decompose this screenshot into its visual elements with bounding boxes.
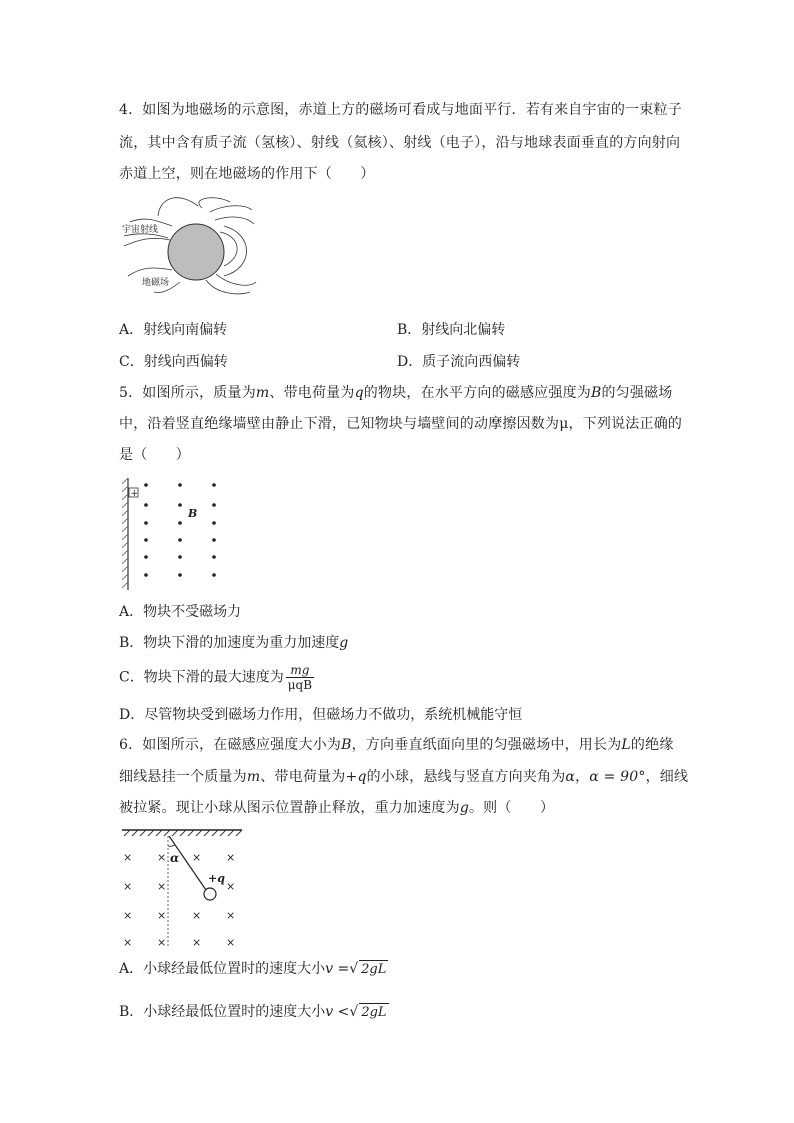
fraction-numerator: mg [286,663,314,678]
q4-option-d: D．质子流向西偏转 [397,354,521,370]
q5-option-d: D．尽管物块受到磁场力作用，但磁场力不做功，系统机械能守恒 [119,707,523,723]
q6-text: ，细线 [645,769,689,785]
svg-text:×: × [226,909,236,922]
q5-line-1 [119,384,672,402]
fig-label-geomagnetic-field: 地磁场 [142,278,170,288]
q4-option-a: A．射线向南偏转 [119,322,228,338]
q4-option-c: C．射线向西偏转 [119,354,228,370]
q6-text: ，方向垂直纸面向里的匀强磁场中，用长为 [351,737,622,753]
pendulum-magnetic-figure [120,826,245,952]
svg-text:×: × [123,851,133,864]
q6-text: 的绝缘 [630,737,674,753]
svg-text:×: × [123,936,133,949]
q6-option-b: B．小球经最低位置时的速度大小v <√ 2gL [119,1004,387,1020]
q6-option-b-relation: v < [325,1004,350,1020]
q6-option-b-text: B．小球经最低位置时的速度大小 [119,1004,326,1020]
q6-option-a-relation: v = [325,961,350,977]
q6-var-q: q [357,769,367,785]
q6-text: 。则（ ） [468,800,555,816]
q6-text: 细线悬挂一个质量为 [119,769,247,785]
q5-option-b-text: B．物块下滑的加速度为重力加速度 [119,635,340,651]
q5-option-c-text: C．物块下滑的最大速度为 [119,669,284,686]
q6-var-alpha: α [565,769,576,785]
q6-text: 被拉紧。现让小球从图示位置静止释放，重力加速度为 [119,800,460,816]
q4-option-b: B．射线向北偏转 [397,322,506,338]
q6-option-a-radicand: 2gL [361,962,387,977]
q6-var-l: L [621,737,631,753]
svg-text:×: × [157,880,167,893]
svg-text:×: × [226,936,236,949]
q6-option-a-text: A．小球经最低位置时的速度大小 [119,961,326,977]
q6-text: 、带电荷量为+ [260,769,358,785]
svg-text:×: × [157,936,167,949]
q5-var-m: m [255,385,270,401]
q5-text: 、带电荷量为 [269,385,355,401]
svg-text:×: × [157,851,167,864]
q6-text: ， [575,769,590,785]
q5-option-c [119,663,314,692]
q6-var-g: g [459,800,469,816]
q4-line-3: 赤道上空，则在地磁场的作用下（ ） [119,166,375,182]
svg-text:×: × [226,851,236,864]
q5-var-q: q [354,385,364,401]
q6-text: 6．如图所示，在磁感应强度大小为 [119,737,342,753]
q5-var-g: g [339,635,349,651]
svg-text:×: × [123,909,133,922]
earth-magnetic-field-figure [120,196,260,296]
q6-var-b: B [341,737,352,753]
q5-text: 的匀强磁场 [601,385,673,401]
q6-alpha-equation: α = 90° [589,769,646,785]
q6-line-2 [119,768,688,786]
q5-text: 5．如图所示，质量为 [119,385,256,401]
fig-field-label-b: B [188,507,198,520]
fig-block-charge: + [130,489,139,499]
q6-option-b-radicand: 2gL [361,1005,387,1020]
q5-option-a: A．物块不受磁场力 [119,604,242,620]
fig-label-cosmic-ray: 宇宙射线 [122,225,159,235]
svg-text:×: × [226,880,236,893]
q6-text: 的小球，悬线与竖直方向夹角为 [366,769,566,785]
q6-var-m: m [246,769,261,785]
q4-line-2: 流，其中含有质子流（氢核）、射线（氦核）、射线（电子），沿与地球表面垂直的方向射向 [119,135,681,151]
q4-line-1: 4．如图为地磁场的示意图，赤道上方的磁场可看成与地面平行．若有来自宇宙的一束粒子 [119,102,682,118]
q5-option-b [119,634,348,652]
svg-text:×: × [192,851,202,864]
q6-option-a: A．小球经最低位置时的速度大小v =√ 2gL [119,961,387,977]
wall-block-magnetic-figure [122,476,232,592]
q5-line-3: 是（ ） [119,447,190,463]
q5-var-b: B [590,385,602,401]
svg-text:×: × [157,909,167,922]
q5-text: 的物块，在水平方向的磁感应强度为 [363,385,591,401]
q6-line-3 [119,799,554,817]
fig-angle-alpha: α [170,851,180,865]
svg-text:×: × [192,936,202,949]
fig-charge-q: +q [208,872,225,885]
svg-text:×: × [123,880,133,893]
fraction-denominator: μqB [287,678,313,692]
svg-text:×: × [192,909,202,922]
q6-line-1 [119,736,674,754]
q5-line-2: 中，沿着竖直绝缘墙壁由静止下滑，已知物块与墙壁间的动摩擦因数为μ，下列说法正确的 [119,416,683,432]
q5-fraction [286,663,314,692]
